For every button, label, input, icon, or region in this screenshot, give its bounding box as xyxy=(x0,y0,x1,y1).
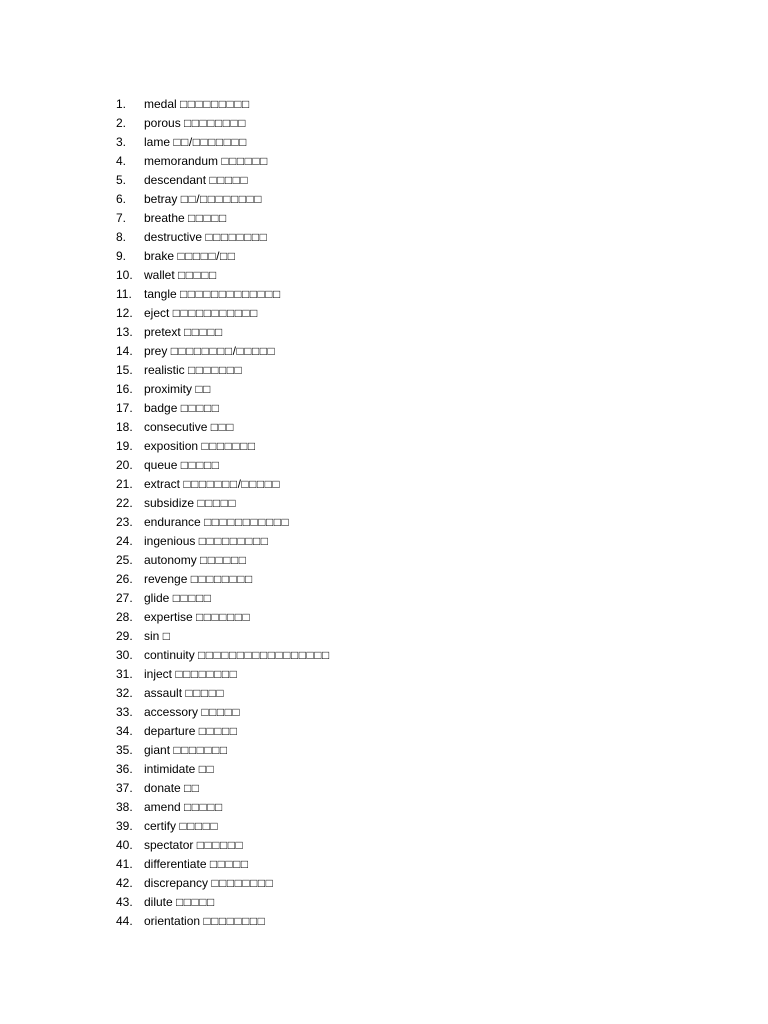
item-number: 12. xyxy=(116,306,133,320)
item-definition: □□□□□ xyxy=(184,325,223,339)
item-number: 33. xyxy=(116,705,133,719)
item-text xyxy=(144,437,256,456)
item-word: departure xyxy=(144,724,196,738)
item-text xyxy=(144,152,268,171)
item-number: 6. xyxy=(116,192,127,206)
item-word: expertise xyxy=(144,610,193,624)
item-word: eject xyxy=(144,306,170,320)
item-word: porous xyxy=(144,116,181,130)
item-text xyxy=(144,114,246,133)
item-definition: □□□□□ xyxy=(209,173,249,187)
item-definition: □□□□□□□□□□□□□ xyxy=(180,287,281,301)
item-text xyxy=(144,874,273,893)
item-number: 4. xyxy=(116,154,127,168)
item-definition: □□□□□ xyxy=(172,591,212,605)
item-word: destructive xyxy=(144,230,203,244)
item-word: endurance xyxy=(144,515,201,529)
item-word: extract xyxy=(144,477,181,491)
item-number: 11. xyxy=(116,287,132,301)
list-item xyxy=(0,304,768,323)
item-word: continuity xyxy=(144,648,195,662)
item-number: 32. xyxy=(116,686,133,700)
item-number: 31. xyxy=(116,667,133,681)
item-number: 16. xyxy=(116,382,133,396)
list-item xyxy=(0,266,768,285)
list-item xyxy=(0,114,768,133)
list-item xyxy=(0,855,768,874)
list-item xyxy=(0,475,768,494)
item-word: certify xyxy=(144,819,177,833)
item-number: 8. xyxy=(116,230,127,244)
list-item xyxy=(0,513,768,532)
list-item xyxy=(0,418,768,437)
item-word: sin xyxy=(144,629,160,643)
item-definition: □□□□□□ xyxy=(200,553,247,567)
list-item xyxy=(0,532,768,551)
item-definition: □ xyxy=(162,629,171,643)
item-text xyxy=(144,798,223,817)
item-number: 30. xyxy=(116,648,133,662)
item-number: 35. xyxy=(116,743,133,757)
item-definition: □□□□□□□□ xyxy=(184,116,247,130)
list-item xyxy=(0,323,768,342)
item-text xyxy=(144,722,237,741)
item-number: 2. xyxy=(116,116,127,130)
item-word: differentiate xyxy=(144,857,207,871)
item-number: 9. xyxy=(116,249,127,263)
item-number: 34. xyxy=(116,724,133,738)
list-item xyxy=(0,456,768,475)
item-number: 28. xyxy=(116,610,133,624)
list-item xyxy=(0,627,768,646)
item-definition: □□□□□ xyxy=(188,211,227,225)
item-definition: □□□□□ xyxy=(184,800,223,814)
item-text xyxy=(144,551,247,570)
list-item xyxy=(0,152,768,171)
item-definition: □□□□□ xyxy=(185,686,225,700)
item-number: 10. xyxy=(116,268,133,282)
item-definition: □□□□□ xyxy=(176,895,215,909)
list-item xyxy=(0,437,768,456)
item-number: 25. xyxy=(116,553,133,567)
item-number: 14. xyxy=(116,344,133,358)
list-item xyxy=(0,133,768,152)
list-item xyxy=(0,494,768,513)
list-item xyxy=(0,779,768,798)
item-text xyxy=(144,627,170,646)
item-word: inject xyxy=(144,667,173,681)
item-definition: □□□□□ xyxy=(209,857,249,871)
item-word: subsidize xyxy=(144,496,195,510)
item-number: 15. xyxy=(116,363,133,377)
list-item xyxy=(0,342,768,361)
item-text xyxy=(144,532,268,551)
item-word: realistic xyxy=(144,363,185,377)
item-definition: □□□□□□□□ xyxy=(205,230,268,244)
item-definition: □□□□□□□ xyxy=(201,439,256,453)
item-text xyxy=(144,399,219,418)
item-definition: □□□□□□□□ xyxy=(190,572,253,586)
list-item xyxy=(0,608,768,627)
item-definition: □□□□□□□□□ xyxy=(180,97,250,111)
item-definition: □□□□□□□□ xyxy=(175,667,238,681)
list-item xyxy=(0,646,768,665)
item-word: assault xyxy=(144,686,183,700)
item-word: breathe xyxy=(144,211,185,225)
item-word: accessory xyxy=(144,705,199,719)
item-definition: □□□□□ xyxy=(180,401,220,415)
item-number: 41. xyxy=(116,857,133,871)
item-number: 42. xyxy=(116,876,133,890)
list-item xyxy=(0,741,768,760)
item-definition: □□□□□□□ xyxy=(196,610,251,624)
item-word: amend xyxy=(144,800,181,814)
item-text xyxy=(144,247,235,266)
item-number: 36. xyxy=(116,762,133,776)
item-number: 20. xyxy=(116,458,133,472)
item-definition: □□ xyxy=(184,781,200,795)
item-number: 19. xyxy=(116,439,133,453)
item-word: exposition xyxy=(144,439,199,453)
item-word: revenge xyxy=(144,572,188,586)
item-number: 13. xyxy=(116,325,133,339)
item-text xyxy=(144,817,218,836)
list-item xyxy=(0,285,768,304)
list-item xyxy=(0,798,768,817)
item-number: 5. xyxy=(116,173,127,187)
item-text xyxy=(144,304,258,323)
item-definition: □□□□□□□/□□□□□ xyxy=(183,477,281,491)
list-item xyxy=(0,551,768,570)
item-definition: □□ xyxy=(198,762,215,776)
item-word: prey xyxy=(144,344,168,358)
list-item xyxy=(0,722,768,741)
item-word: brake xyxy=(144,249,175,263)
item-number: 23. xyxy=(116,515,133,529)
item-text xyxy=(144,608,250,627)
item-definition: □□□□□□ xyxy=(196,838,244,852)
item-number: 39. xyxy=(116,819,133,833)
list-item xyxy=(0,703,768,722)
item-word: glide xyxy=(144,591,170,605)
item-text xyxy=(144,855,249,874)
item-number: 26. xyxy=(116,572,133,586)
list-item xyxy=(0,912,768,931)
item-definition: □□/□□□□□□□□ xyxy=(180,192,263,206)
list-item xyxy=(0,684,768,703)
item-text xyxy=(144,475,280,494)
item-definition: □□□□□/□□ xyxy=(177,249,236,263)
item-text xyxy=(144,418,234,437)
item-definition: □□□□□ xyxy=(197,496,237,510)
item-word: pretext xyxy=(144,325,181,339)
item-text xyxy=(144,570,253,589)
item-text xyxy=(144,266,217,285)
item-definition: □□ xyxy=(195,382,211,396)
item-text xyxy=(144,190,262,209)
item-text xyxy=(144,209,227,228)
item-number: 40. xyxy=(116,838,133,852)
item-text xyxy=(144,646,330,665)
item-word: intimidate xyxy=(144,762,196,776)
item-text xyxy=(144,361,242,380)
item-number: 38. xyxy=(116,800,133,814)
item-text xyxy=(144,323,223,342)
item-number: 43. xyxy=(116,895,133,909)
item-definition: □□□□□□□□ xyxy=(211,876,274,890)
item-number: 27. xyxy=(116,591,133,605)
item-word: descendant xyxy=(144,173,207,187)
item-text xyxy=(144,95,250,114)
item-word: medal xyxy=(144,97,177,111)
item-word: betray xyxy=(144,192,178,206)
list-item xyxy=(0,836,768,855)
list-item xyxy=(0,893,768,912)
item-definition: □□□□□ xyxy=(179,819,219,833)
item-word: spectator xyxy=(144,838,194,852)
item-text xyxy=(144,494,236,513)
item-text xyxy=(144,703,240,722)
item-number: 7. xyxy=(116,211,127,225)
item-text xyxy=(144,912,265,931)
item-text xyxy=(144,836,243,855)
item-word: memorandum xyxy=(144,154,219,168)
item-text xyxy=(144,684,224,703)
list-item xyxy=(0,760,768,779)
item-text xyxy=(144,760,214,779)
item-definition: □□□ xyxy=(210,420,234,434)
item-word: tangle xyxy=(144,287,177,301)
list-item xyxy=(0,361,768,380)
vocabulary-list xyxy=(0,95,768,931)
list-item xyxy=(0,171,768,190)
item-definition: □□□□□□□ xyxy=(188,363,243,377)
item-text xyxy=(144,228,267,247)
list-item xyxy=(0,190,768,209)
item-number: 18. xyxy=(116,420,133,434)
item-definition: □□□□□□□□□□□ xyxy=(204,515,290,529)
item-definition: □□□□□□□□□□□ xyxy=(172,306,258,320)
item-text xyxy=(144,741,228,760)
item-definition: □□□□□□ xyxy=(221,154,268,168)
item-definition: □□□□□□□□/□□□□□ xyxy=(170,344,276,358)
item-number: 17. xyxy=(116,401,133,415)
item-definition: □□/□□□□□□□ xyxy=(173,135,247,149)
item-definition: □□□□□□□ xyxy=(173,743,228,757)
item-word: lame xyxy=(144,135,171,149)
item-definition: □□□□□ xyxy=(201,705,241,719)
item-definition: □□□□□□□□ xyxy=(203,914,266,928)
item-definition: □□□□□ xyxy=(180,458,220,472)
item-number: 1. xyxy=(116,97,127,111)
item-number: 21. xyxy=(116,477,133,491)
list-item xyxy=(0,380,768,399)
item-word: orientation xyxy=(144,914,201,928)
item-text xyxy=(144,893,215,912)
item-text xyxy=(144,779,200,798)
item-word: ingenious xyxy=(144,534,196,548)
item-word: giant xyxy=(144,743,171,757)
item-text xyxy=(144,285,281,304)
item-text xyxy=(144,456,219,475)
item-word: wallet xyxy=(144,268,175,282)
item-word: proximity xyxy=(144,382,193,396)
item-number: 22. xyxy=(116,496,133,510)
item-number: 24. xyxy=(116,534,133,548)
item-word: autonomy xyxy=(144,553,197,567)
item-word: dilute xyxy=(144,895,173,909)
item-definition: □□□□□ xyxy=(198,724,238,738)
item-text xyxy=(144,665,237,684)
list-item xyxy=(0,874,768,893)
item-text xyxy=(144,380,211,399)
item-text xyxy=(144,133,247,152)
item-text xyxy=(144,589,211,608)
list-item xyxy=(0,589,768,608)
list-item xyxy=(0,817,768,836)
item-definition: □□□□□□□□□□□□□□□□□ xyxy=(198,648,330,662)
item-word: discrepancy xyxy=(144,876,209,890)
item-number: 37. xyxy=(116,781,133,795)
item-number: 29. xyxy=(116,629,133,643)
item-text xyxy=(144,171,248,190)
list-item xyxy=(0,228,768,247)
list-item xyxy=(0,209,768,228)
item-definition: □□□□□□□□□ xyxy=(198,534,269,548)
item-definition: □□□□□ xyxy=(178,268,217,282)
list-item xyxy=(0,570,768,589)
list-item xyxy=(0,399,768,418)
item-text xyxy=(144,342,275,361)
item-word: donate xyxy=(144,781,181,795)
item-word: queue xyxy=(144,458,178,472)
item-word: consecutive xyxy=(144,420,208,434)
item-word: badge xyxy=(144,401,178,415)
list-item xyxy=(0,247,768,266)
list-item xyxy=(0,95,768,114)
item-number: 3. xyxy=(116,135,127,149)
item-text xyxy=(144,513,289,532)
list-item xyxy=(0,665,768,684)
item-number: 44. xyxy=(116,914,133,928)
